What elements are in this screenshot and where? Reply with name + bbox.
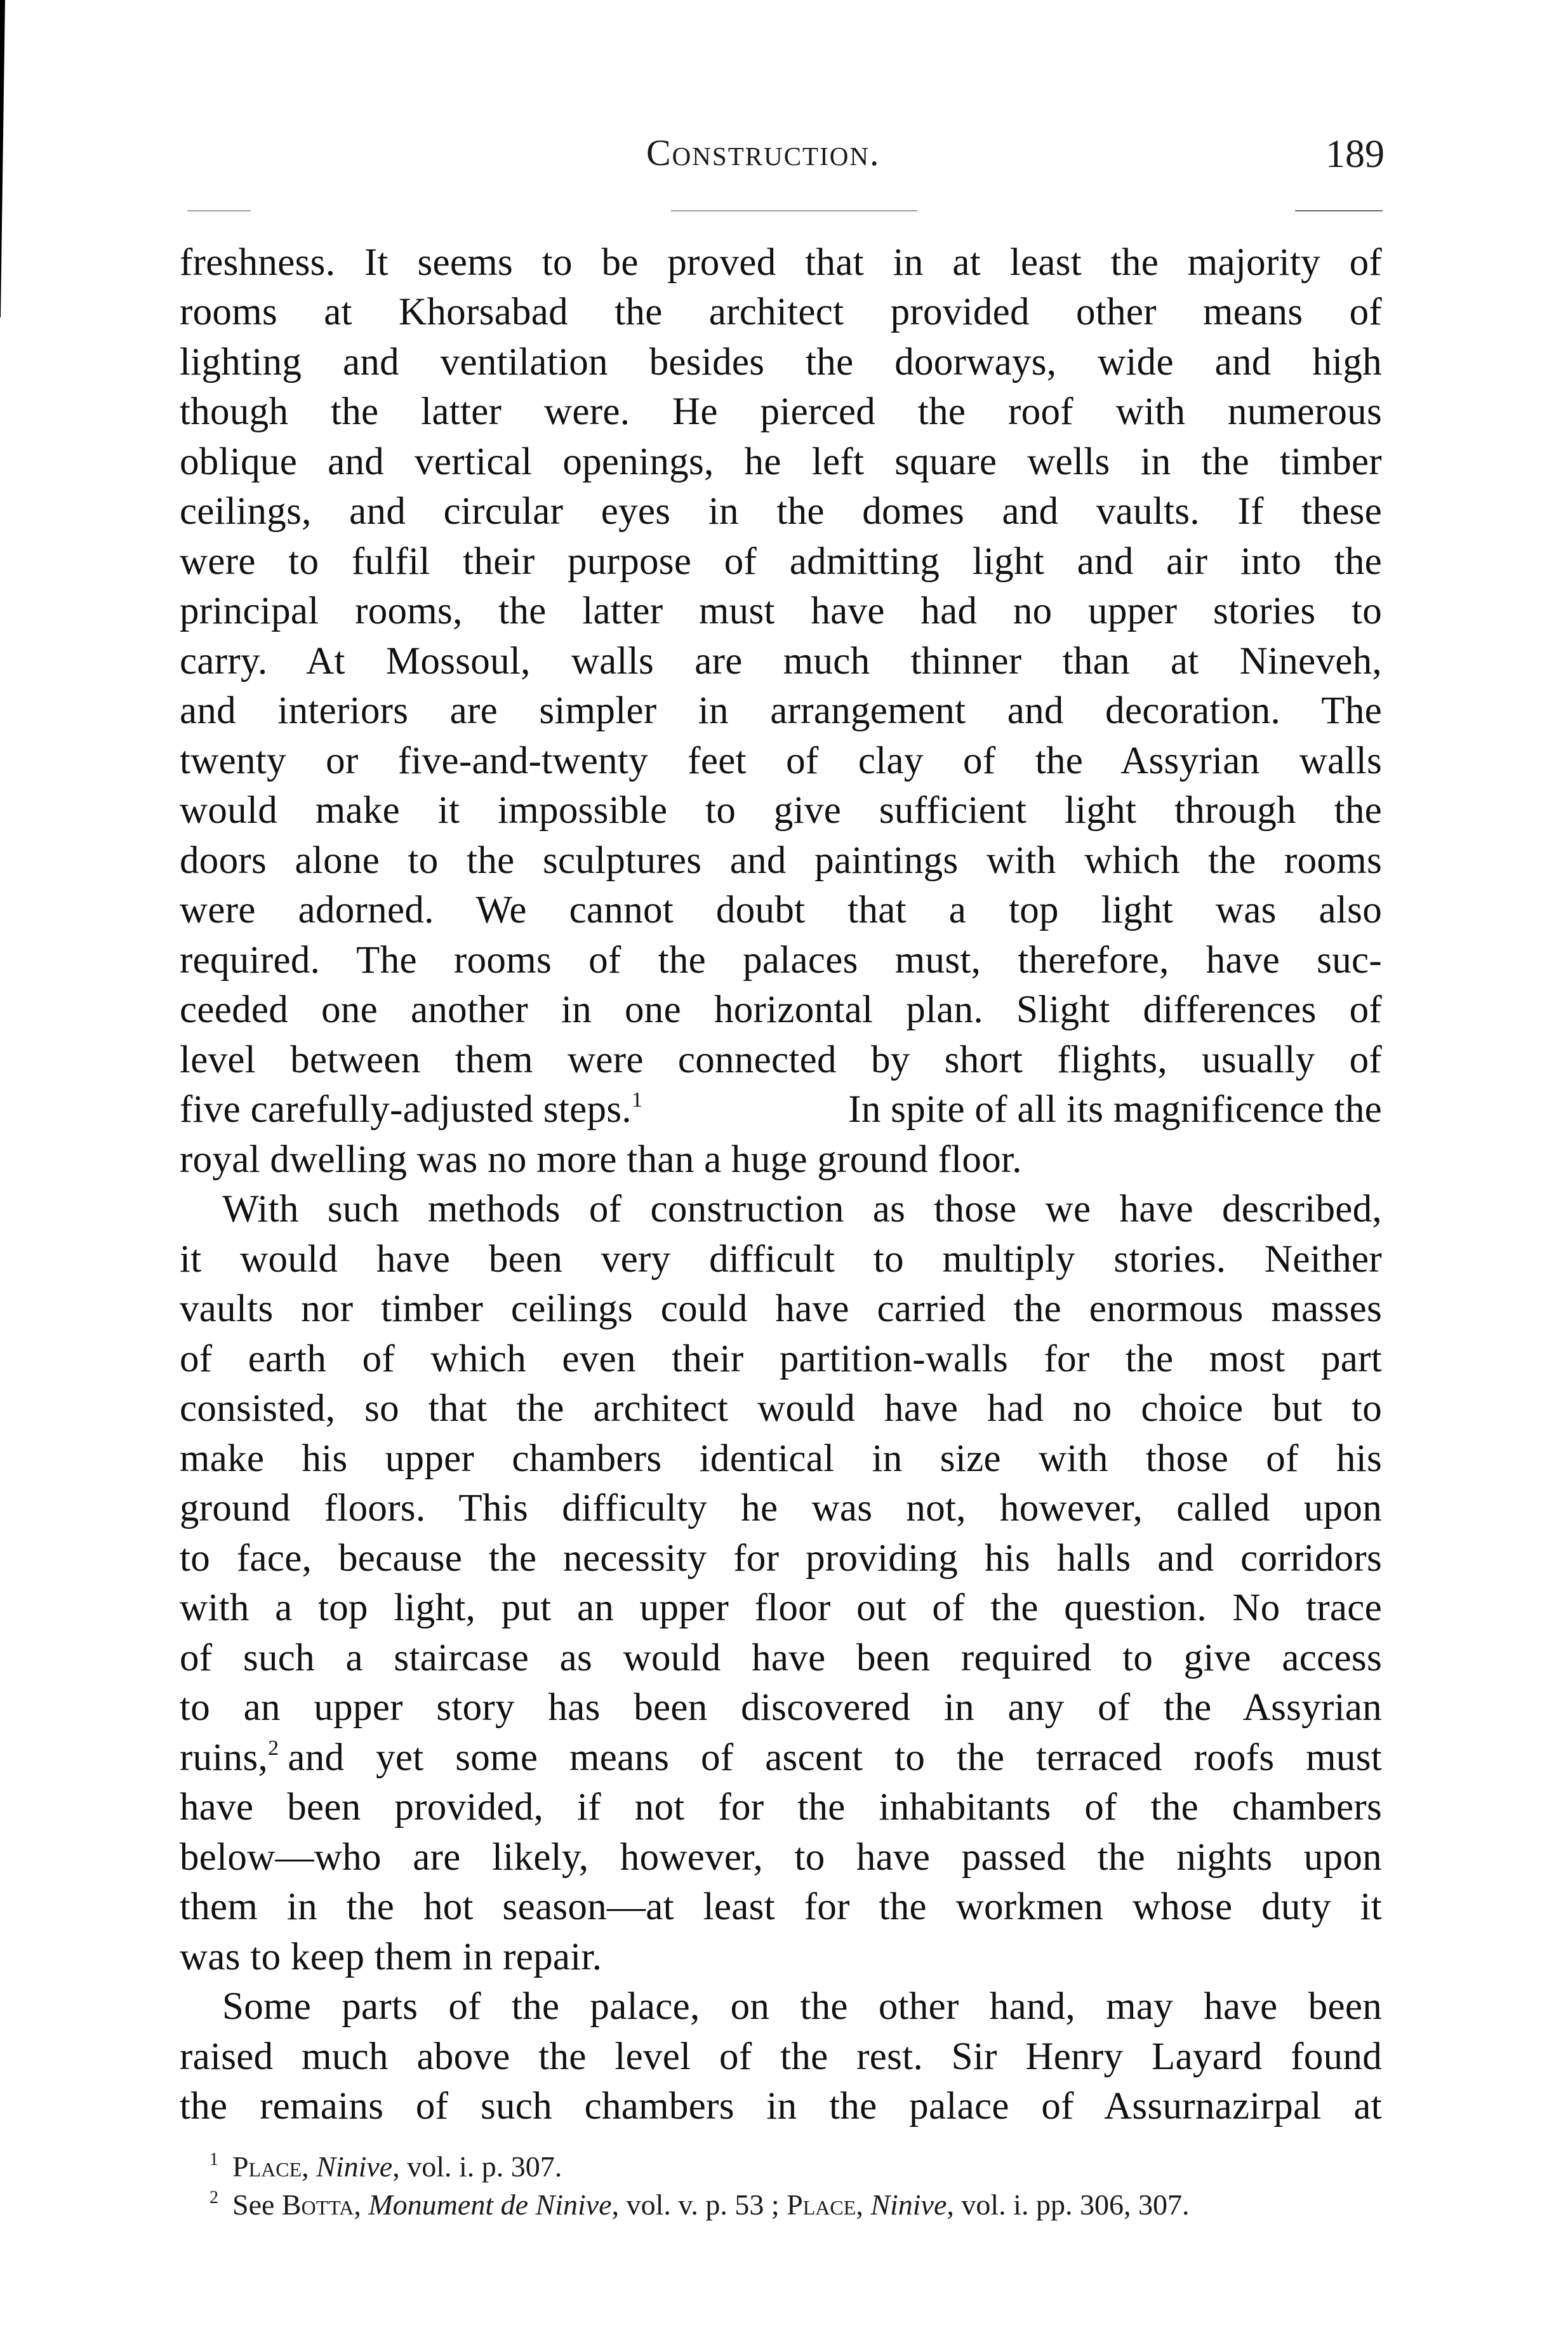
text-line: ceeded one another in one horizontal plan. Slight differences of: [180, 989, 1382, 1031]
text-line: rooms at Khorsabad the architect provided other means of: [180, 291, 1382, 333]
page-number: 189: [1325, 133, 1385, 176]
text-line: below—who are likely, however, to have passed the nights upon: [180, 1836, 1382, 1879]
text-line: it would have been very difficult to multiply stories. Neither: [180, 1238, 1382, 1281]
text-line: consisted, so that the architect would have had no choice but to: [180, 1387, 1382, 1430]
text-segment: ruins,: [180, 1736, 269, 1779]
footnote-prefix: See: [232, 2188, 282, 2221]
footnote-marker: 2: [209, 2188, 218, 2207]
text-line: though the latter were. He pierced the roof with numerous: [180, 390, 1382, 433]
footnote-author: Place: [787, 2188, 856, 2221]
text-line: to face, because the necessity for providing his halls and corridors: [180, 1537, 1382, 1580]
text-line: were adorned. We cannot doubt that a top light was also: [180, 889, 1382, 931]
text-line: the remains of such chambers in the palace of Assurnazirpal at: [180, 2085, 1382, 2128]
paragraph-first-line: Some parts of the palace, on the other hand, may have been: [222, 1985, 1382, 2028]
text-line: ceilings, and circular eyes in the domes and vaults. If these: [180, 490, 1382, 533]
text-line: with a top light, put an upper floor out of the question. No trace: [180, 1587, 1382, 1629]
text-line-with-footnote-ref: [180, 1085, 1382, 1135]
text-line: and interiors are simpler in arrangement and decoration. The: [180, 689, 1382, 732]
text-line: them in the hot season—at least for the workmen whose duty it: [180, 1886, 1382, 1928]
footnote-citation: , vol. v. p. 53 ;: [611, 2188, 787, 2221]
footnote-author: Botta: [281, 2188, 354, 2221]
text-line: would make it impossible to give sufficient light through the: [180, 789, 1382, 832]
text-line: freshness. It seems to be proved that in at least the majority of: [180, 241, 1382, 284]
footnote-title: Monument de Ninive: [368, 2188, 612, 2221]
footnote-title: Ninive: [870, 2188, 947, 2221]
footnote-author: Place: [232, 2150, 302, 2183]
text-line: of such a staircase as would have been required to give access: [180, 1637, 1382, 1679]
text-line: twenty or five-and-twenty feet of clay of the Assyrian walls: [180, 740, 1382, 782]
text-line: lighting and ventilation besides the doorways, wide and high: [180, 341, 1382, 383]
footnote-separator: ,: [354, 2188, 369, 2221]
text-segment: and yet some means of ascent to the terraced roofs must: [288, 1736, 1382, 1779]
text-line: carry. At Mossoul, walls are much thinner than at Nineveh,: [180, 640, 1382, 683]
text-line: was to keep them in repair.: [180, 1936, 602, 1978]
text-line: of earth of which even their partition-walls for the most part: [180, 1338, 1382, 1380]
text-segment: In spite of all its magnificence the: [848, 1088, 1382, 1131]
text-line: make his upper chambers identical in size with those of his: [180, 1437, 1382, 1480]
header-rule-left: [187, 210, 251, 211]
text-line: royal dwelling was no more than a huge ground floor.: [180, 1138, 1022, 1181]
footnote-citation: , vol. i. p. 307.: [392, 2150, 562, 2183]
header-rule-center: [671, 210, 917, 211]
text-line: ground floors. This difficulty he was not, however, called upon: [180, 1487, 1382, 1529]
text-line: level between them were connected by short flights, usually of: [180, 1039, 1382, 1081]
text-line: required. The rooms of the palaces must, therefore, have suc-: [180, 939, 1382, 982]
footnote-title: Ninive: [316, 2150, 393, 2183]
text-line: to an upper story has been discovered in any of the Assyrian: [180, 1686, 1382, 1729]
footnote-marker: 1: [209, 2150, 218, 2169]
text-line: oblique and vertical openings, he left square wells in the timber: [180, 441, 1382, 483]
footnote-2: [209, 2186, 1189, 2224]
footnote-citation: , vol. i. pp. 306, 307.: [947, 2188, 1190, 2221]
footnote-ref-1[interactable]: 1: [631, 1088, 643, 1112]
header-rule-right: [1295, 210, 1383, 211]
text-line: doors alone to the sculptures and paintings with which the rooms: [180, 839, 1382, 882]
text-line: were to fulfil their purpose of admitting light and air into the: [180, 540, 1382, 583]
running-header: [0, 0, 1568, 216]
footnote-1: $^1$ Place, Ninive, vol. i. p. 307.: [209, 2150, 562, 2183]
footnote-separator: ,: [856, 2188, 871, 2221]
running-title: Construction.: [646, 132, 880, 173]
paragraph-first-line: With such methods of construction as those we have described,: [222, 1188, 1382, 1230]
text-line: principal rooms, the latter must have had no upper stories to: [180, 590, 1382, 632]
text-line: raised much above the level of the rest. Sir Henry Layard found: [180, 2035, 1382, 2078]
text-line-with-footnote-ref: [180, 1733, 1382, 1783]
text-line: vaults nor timber ceilings could have carried the enormous masses: [180, 1288, 1382, 1330]
footnote-ref-2[interactable]: 2: [268, 1736, 279, 1760]
text-segment: five carefully-adjusted steps.: [180, 1088, 632, 1131]
text-line: have been provided, if not for the inhabitants of the chambers: [180, 1786, 1382, 1828]
